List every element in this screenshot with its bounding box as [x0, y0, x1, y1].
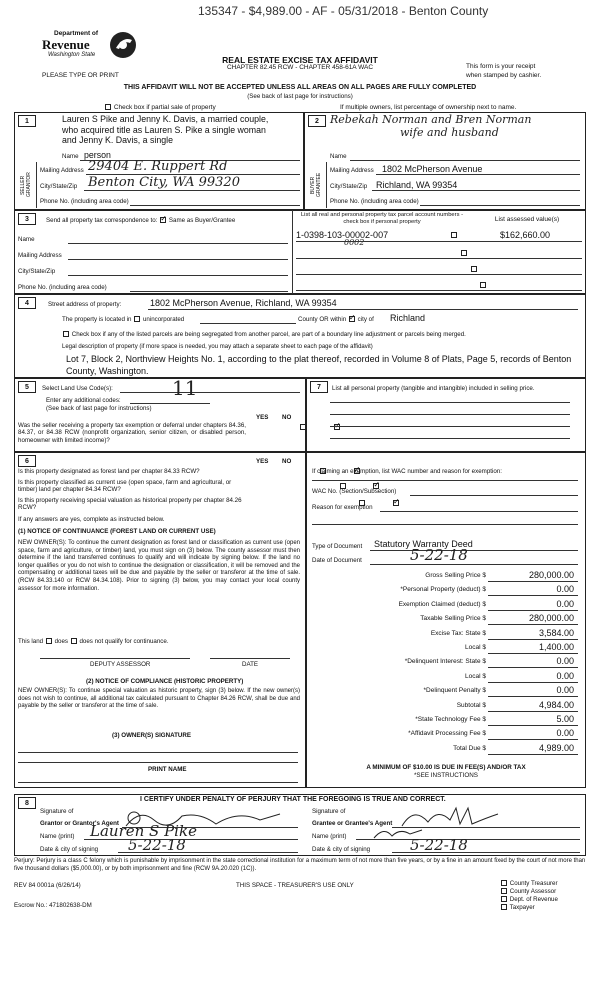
grantee-date-line [392, 852, 580, 853]
section-7-number: 7 [310, 381, 328, 393]
form-title: REAL ESTATE EXCISE TAX AFFIDAVIT [222, 55, 378, 65]
warning-subtext: (See back of last page for instructions) [247, 93, 353, 100]
city-of-row [298, 316, 374, 323]
copy-county-treasurer-checkbox[interactable] [501, 880, 507, 886]
calc-row-line [488, 696, 578, 697]
copy-dept-revenue-checkbox[interactable] [501, 896, 507, 902]
land-use-line [120, 392, 300, 393]
partial-sale-label: Check box if partial sale of property [113, 104, 216, 111]
calc-row-value: 280,000.00 [528, 613, 574, 624]
calc-row-value: 1,400.00 [538, 642, 574, 652]
copy-taxpayer [500, 904, 558, 912]
grantee-mailing-value: 1802 McPherson Avenue [382, 164, 483, 174]
grantee-city-value: Richland, WA 99354 [376, 180, 458, 190]
sec7-line-1 [330, 402, 570, 403]
calc-row-label: *Delinquent Interest: State $ [404, 658, 486, 666]
calc-row-line [488, 581, 578, 582]
calc-row-line [488, 595, 578, 596]
sec5-yes-header: YES [256, 414, 269, 421]
calc-row-label: Taxable Selling Price $ [420, 615, 486, 623]
grantor-names: Lauren S Pike and Jenny K. Davis, a married couple, who acquired title as Lauren S. Pike a single woman and Jenny K. Davis, a single [62, 114, 269, 145]
multiple-owners-note: If multiple owners, list percentage of ownership next to name. [340, 104, 517, 111]
does-label: does [54, 638, 68, 645]
treasurer-space: THIS SPACE - TREASURER'S USE ONLY [236, 882, 354, 889]
street-label: Street address of property: [48, 301, 122, 308]
partial-sale-checkbox[interactable] [105, 104, 111, 110]
parcel-2-personal-checkbox[interactable] [461, 250, 467, 256]
dor-emblem-icon [108, 30, 138, 60]
escrow-number: Escrow No.: 471802638-DM [14, 902, 92, 909]
send-correspondence [46, 217, 235, 224]
grantor-city-line [84, 190, 300, 191]
doc-type-value: Statutory Warranty Deed [374, 539, 473, 549]
corr-mailing-line [68, 259, 288, 260]
wac-label: WAC No. (Section/Subsection) [312, 488, 397, 495]
grantor-mailing-value: 29404 E. Ruppert Rd [88, 159, 228, 174]
corr-city-line [68, 275, 288, 276]
calc-row-value: 0.00 [556, 656, 574, 667]
buyer-side-label: BUYER GRANTEE [310, 172, 322, 198]
grantee-agent-label: Grantee or Grantee's Agent [312, 820, 393, 827]
copy-taxpayer-checkbox[interactable] [501, 904, 507, 910]
calc-row-line [488, 739, 578, 740]
exemption-claim-label: If claiming an exemption, list WAC number and reason for exemption: [312, 468, 502, 475]
corr-name-line [68, 243, 288, 244]
legal-label: Legal description of property (if more space is needed, you may attach a separate sheet to each page of the affidavit) [62, 344, 373, 350]
calc-row-value: 4,984.00 [538, 699, 574, 710]
additional-codes-sub: (See back of last page for instructions) [46, 405, 152, 412]
county-or-within-label: County OR within [298, 316, 347, 323]
copy-dept-revenue [500, 896, 558, 904]
grantor-name-value: person [84, 150, 111, 160]
parcel-1-personal-checkbox[interactable] [451, 232, 457, 238]
notice-2-title: (2) NOTICE OF COMPLIANCE (HISTORIC PROPERTY) [86, 678, 244, 685]
parcel-3-personal-checkbox[interactable] [471, 266, 477, 272]
sec5-question: Was the seller receiving a property tax exemption or deferral under chapters 84.36, 84.37, or 84.38 RCW (nonprofit organization, senior citizen, or disabled person, homeowner with limited income)? [18, 422, 246, 444]
section-6-number: 6 [18, 455, 36, 467]
calc-row-line [488, 610, 578, 611]
copy-county-treasurer-label: County Treasurer [509, 880, 558, 887]
wac-line [410, 495, 578, 496]
grantee-mailing-line [376, 174, 580, 175]
calc-row-line [488, 639, 578, 640]
sec6-no-header: NO [282, 458, 292, 465]
grantee-city-label: City/State/Zip [330, 183, 368, 190]
calc-row-value: 0.00 [556, 685, 574, 696]
grantee-mailing-label: Mailing Address [330, 167, 374, 174]
calc-row-line [488, 653, 578, 654]
exemption-claim-line [312, 480, 578, 481]
section-8-number: 8 [18, 797, 36, 809]
section-1-number: 1 [18, 115, 36, 127]
segregated-label: Check box if any of the listed parcels are being segregated from another parcel, are part of a boundary line adjustment or parcels being merged. [71, 331, 466, 338]
grantor-date-value: 5-22-18 [128, 836, 186, 854]
section-3-number: 3 [18, 213, 36, 225]
calc-row-label: Local $ [465, 672, 486, 680]
city-of-value: Richland [390, 313, 426, 323]
parcel-row-3-line [296, 274, 582, 275]
section-5-number: 5 [18, 381, 36, 393]
deputy-date-line [210, 658, 290, 659]
assessed-header: List assessed value(s) [494, 216, 560, 223]
grantee-name-line [350, 160, 580, 161]
calc-row-label: Gross Selling Price $ [425, 572, 486, 579]
same-as-buyer-label: Same as Buyer/Grantee [168, 217, 236, 224]
copy-taxpayer-label: Taxpayer [509, 904, 535, 911]
sec5-no-header: NO [282, 414, 292, 421]
reason-label: Reason for exemption [312, 504, 373, 511]
assessed-value: $162,660.00 [500, 230, 551, 240]
sec7-label: List all personal property (tangible and intangible) included in selling price. [332, 385, 535, 392]
see-instructions: *SEE INSTRUCTIONS [413, 772, 479, 779]
calc-row-label: Total Due $ [453, 744, 486, 752]
copy-county-treasurer [500, 880, 558, 888]
owner-sig-line-1 [18, 752, 298, 753]
grantor-agent-label: Grantor or Grantor's Agent [40, 820, 119, 827]
seller-side-divider [36, 162, 37, 208]
print-name-line [18, 782, 298, 783]
copy-county-assessor [500, 888, 558, 896]
rev-number: REV 84 0001a (6/26/14) [14, 882, 81, 889]
notice-2-text: NEW OWNER(S): To continue special valuation as historic property, sign (3) below. If the new owner(s) does not wish to continue, all additional tax calculated pursuant to Chapter 84.26 RCW, shall be due and payable by the seller or transferor at the time of sale. [18, 688, 300, 710]
parcel-correction: 0002 [344, 238, 365, 247]
grantor-mailing-label: Mailing Address [40, 167, 84, 174]
sec6-q3: Is this property receiving special valuation as historical property per chapter 84.26 RCW? [18, 497, 242, 512]
qualify-row [18, 638, 169, 645]
corr-name-label: Name [18, 236, 35, 243]
grantor-phone-label: Phone No. (including area code) [40, 198, 129, 205]
calc-row-label: *Personal Property (deduct) $ [400, 586, 486, 594]
calc-row-label: Local $ [465, 644, 486, 651]
copy-dept-revenue-label: Dept. of Revenue [509, 896, 558, 903]
unincorporated-checkbox[interactable] [134, 316, 140, 322]
grantee-phone-line [420, 205, 580, 206]
parcel-row-4-line [296, 290, 582, 291]
calc-row-label: *Delinquent Penalty $ [423, 687, 486, 695]
seller-side-label: SELLER GRANTOR [20, 172, 32, 198]
reason-line [380, 511, 578, 512]
parcel-4-personal-checkbox[interactable] [480, 282, 486, 288]
deputy-assessor-label: DEPUTY ASSESSOR [90, 661, 151, 668]
doc-date-label: Date of Document [312, 557, 362, 564]
warning-text: THIS AFFIDAVIT WILL NOT BE ACCEPTED UNLESS ALL AREAS ON ALL PAGES ARE FULLY COMPLETED [123, 84, 477, 91]
doc-date-line [370, 564, 578, 565]
segregated-row [62, 331, 466, 338]
corr-phone-line [130, 291, 288, 292]
calc-row-label: Subtotal $ [456, 701, 486, 709]
copy-distribution [500, 880, 558, 912]
corr-phone-label: Phone No. (including area code) [18, 284, 107, 291]
reason-line-2 [312, 524, 578, 525]
does-not-label: does not qualify for continuance. [79, 638, 169, 645]
certify-statement: I CERTIFY UNDER PENALTY OF PERJURY THAT THE FOREGOING IS TRUE AND CORRECT. [140, 796, 446, 803]
grantee-names-line-1: Rebekah Norman and Bren Norman [330, 113, 532, 126]
additional-codes-line [130, 403, 210, 404]
segregated-checkbox[interactable] [63, 331, 69, 337]
grantor-name-print-value: Lauren S Pike [90, 822, 197, 840]
grantor-name-label: Name [62, 153, 79, 160]
unincorporated-label: unincorporated [142, 316, 185, 323]
sec6-if-yes: If any answers are yes, complete as instructed below. [18, 516, 165, 523]
grantor-name-print-label: Name (print) [40, 833, 75, 840]
grantee-phone-label: Phone No. (including area code) [330, 198, 419, 205]
print-name-label: PRINT NAME [148, 766, 187, 773]
calc-row-label: Excise Tax: State $ [430, 629, 486, 637]
grantee-name-print-line [356, 839, 580, 840]
legal-description: Lot 7, Block 2, Northview Heights No. 1, according to the plat thereof, recorded in Volume 8 of Plats, Page 5, records of Benton County, Washington. [66, 354, 572, 376]
county-line [200, 323, 296, 324]
grantor-sig-of: Signature of [40, 808, 74, 815]
sec6-q1: Is this property designated as forest land per chapter 84.33 RCW? [18, 468, 200, 475]
additional-codes-label: Enter any additional codes: [46, 397, 121, 404]
buyer-side-divider [326, 162, 327, 208]
form-subtitle: CHAPTER 82.45 RCW - CHAPTER 458-61A WAC [226, 64, 374, 71]
land-use-label: Select Land Use Code(s): [42, 385, 113, 392]
send-correspondence-label: Send all property tax correspondence to: [46, 217, 158, 224]
calc-row-value: 0.00 [556, 728, 574, 739]
section-2-number: 2 [308, 115, 326, 127]
receipt-line-1: This form is your receipt [466, 63, 536, 70]
calc-row-line [488, 725, 578, 726]
calc-row-value: 0.00 [556, 584, 574, 595]
calc-row-label: Exemption Claimed (deduct) $ [398, 600, 486, 608]
grantor-date-line [118, 852, 298, 853]
calc-row-line [488, 711, 578, 712]
sec6-yes-header: YES [256, 458, 269, 465]
corr-city-label: City/State/Zip [18, 268, 56, 275]
corr-mailing-label: Mailing Address [18, 252, 62, 259]
minimum-due: A MINIMUM OF $10.00 IS DUE IN FEE(S) AND/OR TAX [366, 764, 526, 771]
street-line [148, 309, 578, 310]
land-use-value: 11 [172, 376, 198, 400]
doc-type-line [370, 550, 578, 551]
street-value: 1802 McPherson Avenue, Richland, WA 99354 [150, 298, 337, 308]
calc-row-label: *State Technology Fee $ [415, 716, 486, 723]
calc-row-line [488, 624, 578, 625]
grantee-sig-of: Signature of [312, 808, 346, 815]
notice-1-title: (1) NOTICE OF CONTINUANCE (FOREST LAND OR CURRENT USE) [18, 528, 216, 535]
calc-row-value: 280,000.00 [528, 570, 574, 580]
parcel-header: List all real and personal property tax parcel account numbers - check box if personal property [300, 212, 464, 225]
calc-row-label: *Affidavit Processing Fee $ [408, 730, 486, 738]
copy-county-assessor-label: County Assessor [509, 888, 557, 895]
dept-of-text: Department of [54, 30, 99, 37]
owner-sig-line-2 [18, 762, 298, 763]
copy-county-assessor-checkbox[interactable] [501, 888, 507, 894]
calc-row-value: 4,989.00 [538, 742, 574, 753]
calc-row-line [488, 682, 578, 683]
revenue-text: Revenue [42, 37, 90, 52]
owner-signature-label: (3) OWNER(S) SIGNATURE [112, 732, 191, 739]
dor-logo [40, 30, 140, 70]
parcel-divider [292, 210, 293, 294]
location-row [62, 316, 184, 323]
state-text: Washington State [48, 52, 96, 58]
sec7-line-4 [330, 438, 570, 439]
grantee-names-line-2: wife and husband [400, 126, 499, 139]
sec7-line-2 [330, 414, 570, 415]
grantor-date-label: Date & city of signing [40, 846, 99, 853]
city-of-label: city of [357, 316, 374, 323]
deputy-date-label: DATE [242, 661, 259, 668]
grantor-phone-line [130, 205, 300, 206]
parcel-number: 1-0398-103-00002-007 [296, 230, 389, 240]
this-land-label: This land [18, 638, 44, 645]
doc-type-label: Type of Document [312, 543, 363, 550]
does-not-checkbox[interactable] [71, 638, 77, 644]
calc-row-value: 5.00 [556, 714, 574, 724]
section-4-number: 4 [18, 297, 36, 309]
parcel-row-2-line [296, 258, 582, 259]
city-of-checkbox[interactable] [349, 316, 355, 322]
perjury-notice: Perjury: Perjury is a class C felony which is punishable by imprisonment in the state correctional institution for a maximum term of not more than five years, or by a fine in an amount fixed by the court of not more than five thousand dollars ($5,000.00), or by both imprisonment and fine (RCW 9A.20.020 (1C)). [14, 858, 586, 872]
grantee-date-label: Date & city of signing [312, 846, 371, 853]
type-or-print: PLEASE TYPE OR PRINT [42, 72, 119, 79]
deputy-line [40, 658, 190, 659]
sec7-line-3 [330, 426, 570, 427]
grantor-name-print-line [84, 839, 298, 840]
receipt-line-2: when stamped by cashier. [466, 72, 542, 79]
located-in-label: The property is located in [62, 316, 132, 323]
grantor-city-label: City/State/Zip [40, 183, 78, 190]
grantee-date-value: 5-22-18 [410, 836, 468, 854]
grantor-city-value: Benton City, WA 99320 [88, 175, 240, 190]
grantee-name-print-label: Name (print) [312, 833, 347, 840]
doc-date-value: 5-22-18 [410, 546, 468, 564]
parcel-row-1-line [296, 241, 582, 242]
calc-row-value: 0.00 [556, 670, 574, 681]
does-checkbox[interactable] [46, 638, 52, 644]
same-as-buyer-checkbox[interactable] [160, 217, 166, 223]
calc-row-value: 0.00 [556, 598, 574, 609]
grantee-name-label: Name [330, 153, 347, 160]
calc-row-value: 3,584.00 [538, 627, 574, 638]
recording-stamp: 135347 - $4,989.00 - AF - 05/31/2018 - Benton County [198, 4, 489, 18]
notice-1-text: NEW OWNER(S): To continue the current designation as forest land or classification as current use (open space, farm and agriculture, or timber) land, you must sign on (3) below. The county assessor must then determine if the land transferred continues to qualify and will indicate by signing below. If the land no longer qualifies or you do not wish to continue the designation or classification, it will be removed and the compensating or additional taxes will be due and payable by the seller or transferor at the time of sale. (RCW 84.33.140 or RCW 84.34.108). Prior to signing (3) below, you may contact your local county assessor for more information. [18, 540, 300, 592]
partial-sale-row [104, 104, 216, 112]
calc-row-line [488, 754, 578, 755]
sec6-q2: Is this property classified as current use (open space, farm and agricultural, or timber) land per chapter 84.34 RCW? [18, 479, 232, 494]
calc-row-line [488, 667, 578, 668]
grantee-city-line [372, 190, 580, 191]
